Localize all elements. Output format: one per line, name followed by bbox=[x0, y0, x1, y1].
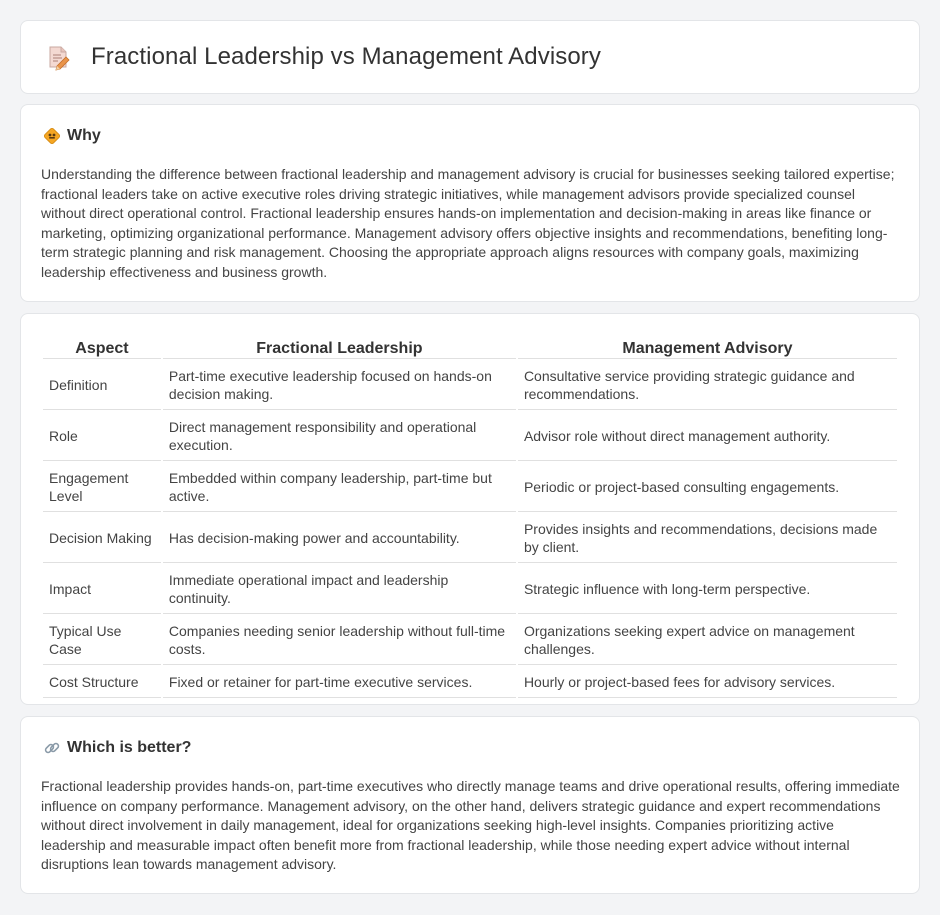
table-cell: Has decision-making power and accountability. bbox=[163, 514, 516, 563]
column-header: Management Advisory bbox=[518, 336, 897, 359]
comparison-table bbox=[41, 334, 899, 700]
which-is-better-card bbox=[20, 716, 920, 894]
table-cell-aspect: Typical Use Case bbox=[43, 616, 161, 665]
table-cell: Strategic influence with long-term perspective. bbox=[518, 565, 897, 614]
column-header: Aspect bbox=[43, 336, 161, 359]
better-heading: Which is better? bbox=[67, 739, 192, 756]
title-row bbox=[45, 43, 601, 71]
table-cell: Direct management responsibility and operational execution. bbox=[163, 412, 516, 461]
table-cell: Periodic or project-based consulting engagements. bbox=[518, 463, 897, 512]
table-cell: Companies needing senior leadership without full-time costs. bbox=[163, 616, 516, 665]
why-card bbox=[20, 104, 920, 302]
table-cell: Embedded within company leadership, part-time but active. bbox=[163, 463, 516, 512]
table-row bbox=[43, 514, 897, 563]
why-body: Understanding the difference between fractional leadership and management advisory is crucial for businesses seeking tailored expertise; fractional leaders take on active executive roles driving strategic initiatives, while management advisors provide specialized counsel without direct operational control. Fractional leadership ensures hands-on implementation and decision-making in areas like finance or marketing, optimizing organizational performance. Management advisory offers objective insights and recommendations, benefiting long-term strategic planning and risk management. Choosing the appropriate approach aligns resources with company goals, maximizing leadership effectiveness and business growth. bbox=[41, 166, 895, 280]
better-heading-row bbox=[43, 739, 191, 757]
diamond-sign-icon bbox=[43, 127, 61, 145]
table-header-row bbox=[43, 336, 897, 359]
table-cell-aspect: Definition bbox=[43, 361, 161, 410]
table-row bbox=[43, 616, 897, 665]
title-card bbox=[20, 20, 920, 94]
table-row bbox=[43, 463, 897, 512]
table-cell: Organizations seeking expert advice on management challenges. bbox=[518, 616, 897, 665]
table-cell-aspect: Role bbox=[43, 412, 161, 461]
table-cell: Consultative service providing strategic guidance and recommendations. bbox=[518, 361, 897, 410]
table-cell: Part-time executive leadership focused on hands-on decision making. bbox=[163, 361, 516, 410]
table-cell: Fixed or retainer for part-time executive services. bbox=[163, 667, 516, 698]
comparison-table-card bbox=[20, 313, 920, 705]
table-row bbox=[43, 361, 897, 410]
column-header: Fractional Leadership bbox=[163, 336, 516, 359]
table-cell-aspect: Decision Making bbox=[43, 514, 161, 563]
page-title: Fractional Leadership vs Management Advisory bbox=[91, 43, 601, 70]
document-pencil-icon bbox=[45, 43, 71, 71]
table-cell-aspect: Engagement Level bbox=[43, 463, 161, 512]
table-cell: Provides insights and recommendations, decisions made by client. bbox=[518, 514, 897, 563]
table-row bbox=[43, 565, 897, 614]
table-row bbox=[43, 412, 897, 461]
why-heading: Why bbox=[67, 127, 101, 144]
table-cell-aspect: Cost Structure bbox=[43, 667, 161, 698]
table-row bbox=[43, 667, 897, 698]
table-cell: Advisor role without direct management authority. bbox=[518, 412, 897, 461]
why-heading-row bbox=[43, 127, 101, 145]
table-cell: Hourly or project-based fees for advisory services. bbox=[518, 667, 897, 698]
link-icon bbox=[43, 739, 61, 757]
table-cell: Immediate operational impact and leadership continuity. bbox=[163, 565, 516, 614]
table-cell-aspect: Impact bbox=[43, 565, 161, 614]
better-body: Fractional leadership provides hands-on, part-time executives who directly manage teams and drive operational results, offering immediate influence on company performance. Management advisory, on the other hand, delivers strategic guidance and expert recommendations without direct involvement in daily management, ideal for organizations seeking high-level insights. Companies prioritizing active leadership and measurable impact often benefit more from fractional leadership, while those needing expert advice without internal disruptions lean towards management advisory. bbox=[41, 778, 900, 872]
